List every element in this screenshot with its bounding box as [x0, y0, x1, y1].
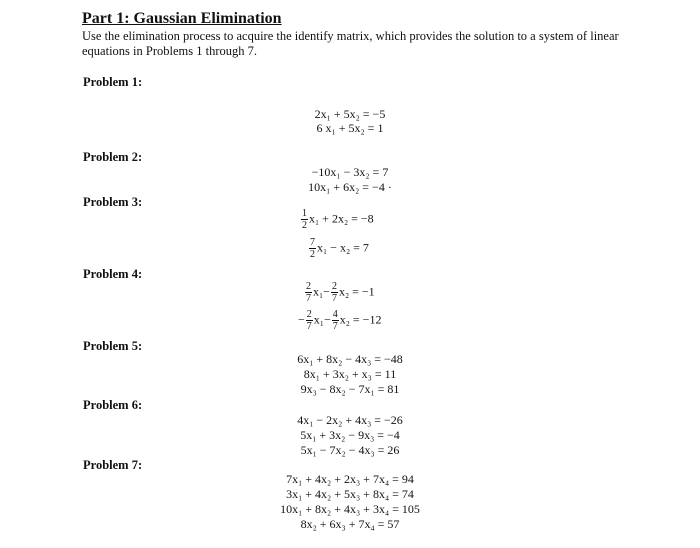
- problem-2-equation-1: −10x₁ − 3x₂ = 7: [311, 165, 389, 179]
- problem-6-equation-1: 4x₁ − 2x₂ + 4x₃ = −26: [297, 413, 403, 427]
- problem-7-equation-1: 7x₁ + 4x₂ + 2x₃ + 7x₄ = 94: [286, 472, 414, 486]
- problem-6-equation-3: 5x₁ − 7x₂ − 4x₃ = 26: [300, 443, 400, 457]
- problem-6-equation-2: 5x₁ + 3x₂ − 9x₃ = −4: [300, 428, 400, 442]
- problem-2-equation-2: 10x₁ + 6x₂ = −4 ·: [308, 180, 392, 194]
- problem-5-label: Problem 5:: [83, 339, 143, 353]
- instructions-text: Use the elimination process to acquire the identify matrix, which provides the solution to a system of linear equations in Problems 1 through 7.: [82, 29, 619, 58]
- problem-6-label: Problem 6:: [83, 398, 143, 412]
- problem-1-equation-1: 2x₁ + 5x₂ = −5: [314, 107, 386, 121]
- problem-4-label: Problem 4:: [83, 267, 143, 281]
- problem-7-equation-4: 8x₂ + 6x₃ + 7x₄ = 57: [300, 517, 400, 531]
- problem-7-label: Problem 7:: [83, 458, 143, 472]
- problem-3-equation-1: $\frac{1}{2}$ x₁ + 2x₂ = −8: [302, 208, 374, 231]
- problem-7-equation-2: 3x₁ + 4x₂ + 5x₃ + 8x₄ = 74: [286, 487, 414, 501]
- problem-5-equation-3: 9x₃ − 8x₂ − 7x₁ = 81: [300, 382, 400, 396]
- page-title: Part 1: Gaussian Elimination: [82, 10, 282, 27]
- problem-5-equation-2: 8x₁ + 3x₂ + x₃ = 11: [303, 367, 397, 381]
- fraction: $\frac{1}{2}$: [302, 208, 307, 231]
- problem-3-equation-2: $\frac{7}{2}$ x₁ − x₂ = 7: [310, 237, 369, 260]
- problem-1-label: Problem 1:: [83, 75, 143, 89]
- problem-3-label: Problem 3:: [83, 195, 143, 209]
- problem-4-equation-2: − $\frac{2}{7}$ x₁− $\frac{4}{7}$ x₂ = −12: [298, 309, 382, 332]
- problem-1-equation-2: 6 x₁ + 5x₂ = 1: [316, 121, 384, 135]
- problem-2-label: Problem 2:: [83, 150, 143, 164]
- problem-5-equation-1: 6x₁ + 8x₂ − 4x₃ = −48: [297, 352, 403, 366]
- fraction: $\frac{7}{2}$: [310, 237, 315, 260]
- problem-7-equation-3: 10x₁ + 8x₂ + 4x₃ + 3x₄ = 105: [280, 502, 420, 516]
- problem-4-equation-1: $\frac{2}{7}$ x₁− $\frac{2}{7}$ x₂ = −1: [306, 281, 375, 304]
